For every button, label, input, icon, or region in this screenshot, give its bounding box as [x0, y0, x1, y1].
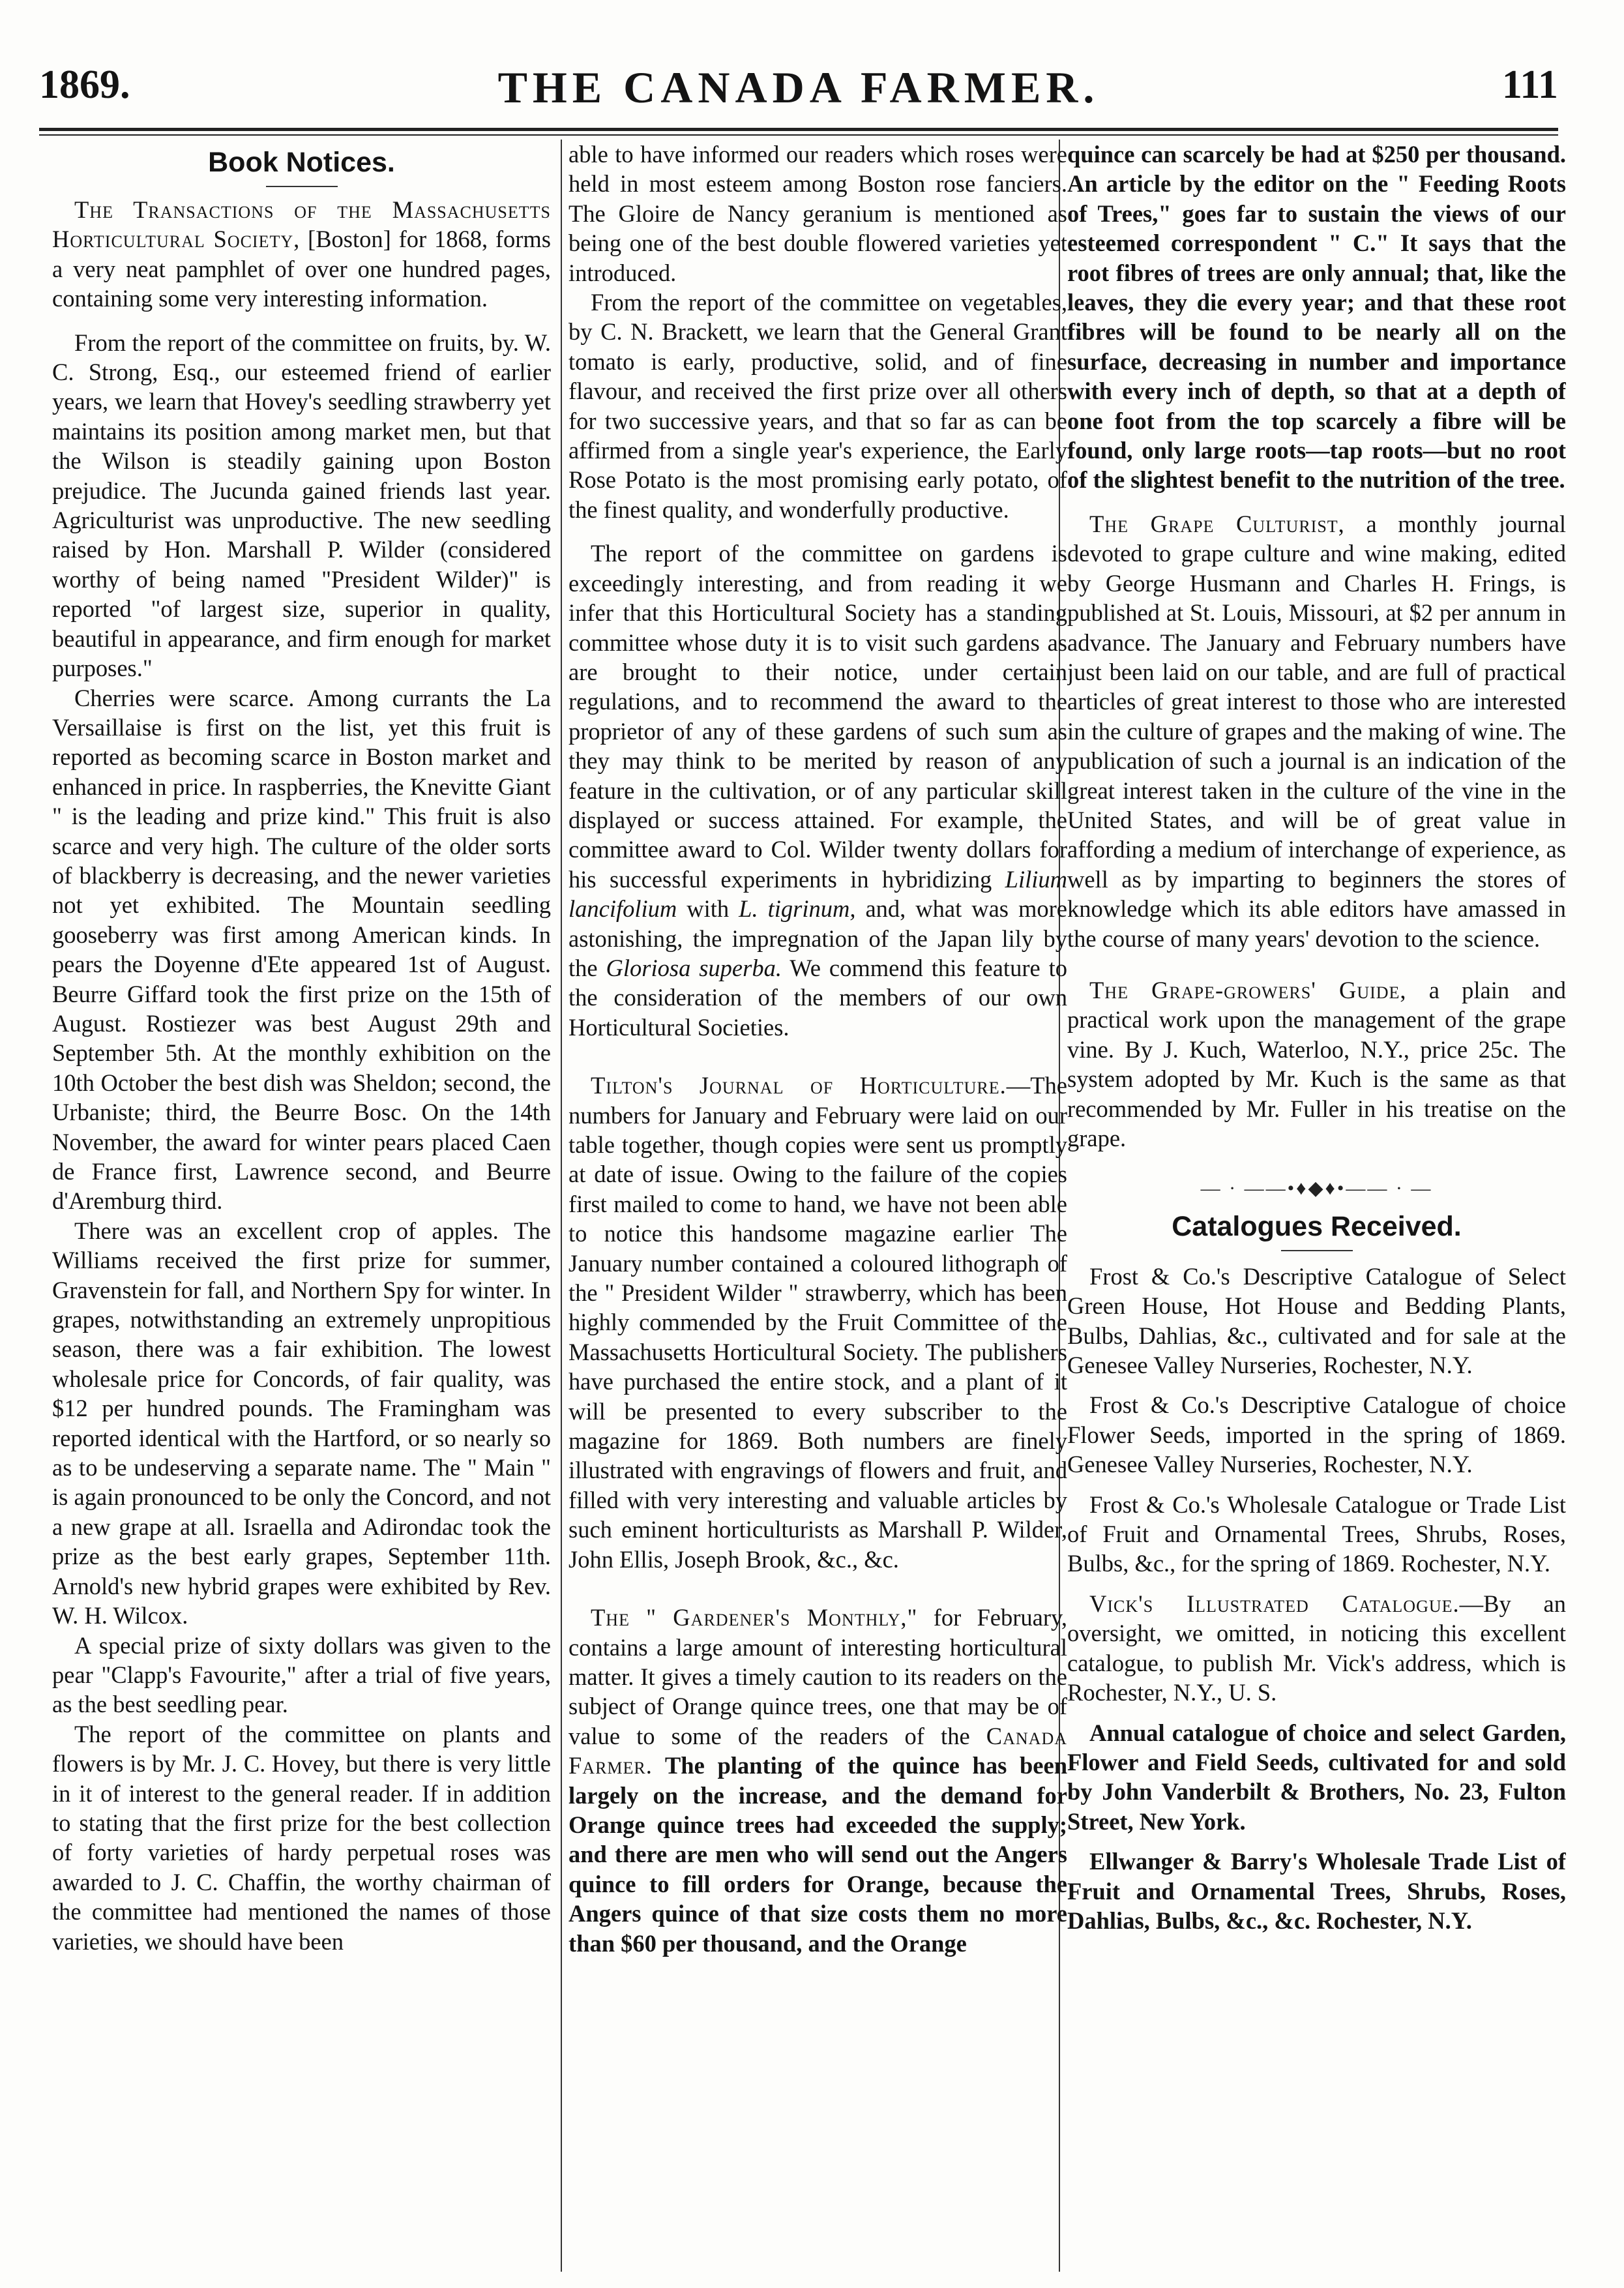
- paragraph-text: —By an oversight, we omitted, in noticing this excellent catalogue, to publish Mr. Vick's address, which is Rochester, N.Y., U. S.: [1067, 1590, 1566, 1706]
- paragraph-text: and, what was more astonishing, the impregnation of the Japan lily by the: [568, 895, 1067, 981]
- heading-rule: [266, 186, 338, 187]
- lead-in: The Grape-growers' Guide,: [1089, 976, 1407, 1003]
- masthead: [39, 62, 1558, 127]
- column-3: [1067, 140, 1566, 2278]
- paper-name: Canada Farmer.: [568, 1722, 1067, 1779]
- paragraph-text: with: [677, 895, 739, 923]
- paragraph: [1067, 509, 1566, 953]
- masthead-rule-thin: [39, 134, 1558, 136]
- paragraph: [568, 1603, 1067, 1958]
- masthead-title: THE CANADA FARMER.: [497, 63, 1100, 112]
- paragraph: [1067, 975, 1566, 1153]
- paragraph-text: We commend this feature to the consideration of the members of our own Horticultural Societies.: [568, 954, 1067, 1041]
- paragraph-text: —The numbers for January and February were laid on our table together, though copies were sent us promptly at date of issue. Owing to the failure of the copies first mailed to come to hand, we have not been able to notice this handsome magazine earlier The January number contained a coloured lithograph of the " President Wilder " strawberry, which has been highly commended by the Fruit Committee of the Massachusetts Horticultural Society. The publishers have purchased the entire stock, and a plant of it will be presented to every subscriber to the magazine for 1869. Both numbers are finely illustrated with engravings of flowers and fruit, and filled with very interesting and valuable articles by such eminent horticulturists as Marshall P. Wilder, John Ellis, Joseph Brook, &c., &c.: [568, 1072, 1067, 1573]
- paragraph: A special prize of sixty dollars was given to the pear "Clapp's Favourite," after a trial of five years, as the best seedling pear.: [52, 1631, 551, 1718]
- catalogue-entry: Annual catalogue of choice and select Garden, Flower and Field Seeds, cultivated for and sold by John Vanderbilt & Brothers, No. 23, Fulton Street, New York.: [1067, 1719, 1566, 1835]
- catalogue-entry: Frost & Co.'s Descriptive Catalogue of choice Flower Seeds, imported in the spring of 1869. Genesee Valley Nurseries, Rochester, N.Y.: [1067, 1391, 1566, 1478]
- column-2: [568, 140, 1067, 2278]
- paragraph: There was an excellent crop of apples. The Williams received the first prize for summer, Gravenstein for fall, and Northern Spy for winter. In grapes, notwithstanding an extremely unpropitious season, there was a fair exhibition. The lowest wholesale price for Concords, of fair quality, was $12 per hundred pounds. The Framingham was reported identical with the Hartford, or so nearly so as to be undeserving a separate name. The " Main " is again pronounced to be only the Concord, and not a new grape at all. Israella and Adirondac took the prize as the best early grapes, September 11th. Arnold's new hybrid grapes were exhibited by Rev. W. H. Wilcox.: [52, 1217, 551, 1629]
- catalogue-entry: Ellwanger & Barry's Wholesale Trade List of Fruit and Ornamental Trees, Shrubs, Roses, Dahlias, Bulbs, &c., &c. Rochester, N.Y.: [1067, 1848, 1566, 1934]
- paragraph-text: [Boston] for 1868, forms a very neat pamphlet of over one hundred pages, containing some very interesting information.: [52, 226, 551, 312]
- lead-in: Vick's Illustrated Catalogue.: [1089, 1590, 1460, 1617]
- masthead-rule: [39, 128, 1558, 131]
- paragraph: [568, 1071, 1067, 1574]
- heading-rule: [1281, 1250, 1353, 1251]
- paragraph: Cherries were scarce. Among currants the La Versaillaise is first on the list, yet this fruit is reported as becoming scarce in Boston market and enhanced in price. In raspberries, the Knevitte Giant " is the leading and prize kind." This fruit is also scarce and very high. The culture of the older sorts of blackberry is decreasing, and the newer varieties not yet exhibited. The Mountain seedling gooseberry was first among American kinds. In pears the Doyenne d'Ete appeared 1st of August. Beurre Giffard took the first prize on the 15th of August. Rostiezer was best August 29th and September 5th. At the monthly exhibition on the 10th October the best dish was Sheldon; second, the Urbaniste; third, the Beurre Bosc. On the 14th November, the award for winter pears placed Caen de France first, Lawrence second, and Beurre d'Aremburg third.: [52, 684, 551, 1215]
- paragraph-text: for February, contains a large amount of interesting horticultural matter. It gives a timely caution to its readers on the subject of Orange quince trees, one that may be of value to some of the readers of the: [568, 1604, 1067, 1749]
- paragraph-text: a plain and practical work upon the management of the grape vine. By J. Kuch, Waterloo, N.Y., price 25c. The system adopted by Mr. Kuch is the same as that recommended by Mr. Fuller in his treatise on the grape.: [1067, 976, 1566, 1151]
- paragraph: [52, 195, 551, 314]
- paragraph: The report of the committee on plants and flowers is by Mr. J. C. Hovey, but there is very little in it of interest to the general reader. If in addition to stating that the first prize for the best collection of forty varieties of hardy perpetual roses was awarded to J. C. Chaffin, the worthy chairman of the committee had mentioned the names of those varieties, we should have been: [52, 1720, 551, 1955]
- lead-in: Tilton's Journal of Horticulture.: [591, 1072, 1007, 1099]
- catalogue-entry: Frost & Co.'s Wholesale Catalogue or Trade List of Fruit and Ornamental Trees, Shrubs, Roses, Bulbs, &c., for the spring of 1869. Rochester, N.Y.: [1067, 1491, 1566, 1577]
- italic-text: L. tigrinum,: [739, 895, 856, 923]
- ornament-divider: — · ——•♦◆♦•—— · —: [1200, 1178, 1433, 1200]
- masthead-year: 1869.: [39, 63, 130, 107]
- paragraph: able to have informed our readers which roses were held in most esteem among Boston rose fanciers. The Gloire de Nancy geranium is mentioned as being one of the best double flowered varieties yet introduced.: [568, 141, 1067, 286]
- page-number: 111: [1501, 63, 1558, 107]
- section-heading-book-notices: Book Notices.: [208, 147, 395, 178]
- italic-text: Lilium lancifolium: [568, 865, 1067, 923]
- lead-in: The Transactions of the Massachusetts Horticultural Society,: [52, 196, 551, 253]
- lead-in: The Grape Culturist,: [1089, 510, 1345, 537]
- paragraph: From the report of the committee on fruits, by. W. C. Strong, Esq., our esteemed friend of earlier years, we learn that Hovey's seedling strawberry yet maintains its position among market men, but that the Wilson is steadily gaining upon Boston prejudice. The Jucunda gained friends last year. Agriculturist was unproductive. The new seedling raised by Hon. Marshall P. Wilder (considered worthy of being named "President Wilder)" is reported "of largest size, superior in quality, beautiful in appearance, and firm enough for market purposes.": [52, 329, 551, 682]
- column-1: [52, 140, 551, 2278]
- paragraph: [568, 539, 1067, 1042]
- catalogue-entry: Frost & Co.'s Descriptive Catalogue of Select Green House, Hot House and Bedding Plants, Bulbs, Dahlias, &c., cultivated and for sale at the Genesee Valley Nurseries, Rochester, N.Y.: [1067, 1262, 1566, 1379]
- paragraph-text: The report of the committee on gardens is exceedingly interesting, and from reading it we infer that this Horticultural Society has a standing committee whose duty it is to visit such gardens as are brought to their notice, under certain regulations, and to recommend the award to the proprietor of any of these gardens of such sum as they may think to be merited by reason of any feature in the cultivation, or of any particular skill displayed or success attained. For example, the committee award to Col. Wilder twenty dollars for his successful experiments in hybridizing: [568, 540, 1067, 893]
- italic-text: Gloriosa superba.: [606, 954, 782, 981]
- paragraph-text: The planting of the quince has been largely on the increase, and the demand for Orange quince trees had exceeded the supply; and there are men who will send out the Angers quince to fill orders for Orange, because the Angers quince of that size costs them no more than $60 per thousand, and the Orange: [568, 1752, 1067, 1957]
- paragraph: From the report of the committee on vegetables, by C. N. Brackett, we learn that the General Grant tomato is early, productive, solid, and of fine flavour, and received the first prize over all others for two successive years, and that so far as can be affirmed from a single year's experience, the Early Rose Potato is the most promising early potato, of the finest quality, and wonderfully productive.: [568, 289, 1067, 523]
- paragraph: quince can scarcely be had at $250 per thousand. An article by the editor on the " Feeding Roots of Trees," goes far to sustain the views of our esteemed correspondent " C." It says that the root fibres of trees are only annual; that, like the leaves, they die every year; and that these root fibres will be found to be nearly all on the surface, decreasing in number and importance with every inch of depth, so that at a depth of one foot from the top scarcely a fibre will be found, only large roots—tap roots—but no root of the slightest benefit to the nutrition of the tree.: [1067, 141, 1566, 494]
- catalogue-entry: [1067, 1589, 1566, 1708]
- lead-in: The " Gardener's Monthly,": [591, 1604, 918, 1631]
- paragraph-text: a monthly journal devoted to grape culture and wine making, edited by George Husmann and Charles H. Frings, is published at St. Louis, Missouri, at $2 per annum in advance. The January and February numbers have just been laid on our table, and are full of practical articles of great interest to those who are interested in the culture of grapes and the making of wine. The publication of such a journal is an indication of the great interest taken in the culture of the vine in the United States, and will be of great value in affording a medium of interchange of experience, as well as by imparting to beginners the stores of knowledge which its able editors have amassed in the course of many years' devotion to the science.: [1067, 510, 1566, 952]
- column-divider-1: [561, 140, 562, 2272]
- section-heading-catalogues: Catalogues Received.: [1172, 1210, 1462, 1242]
